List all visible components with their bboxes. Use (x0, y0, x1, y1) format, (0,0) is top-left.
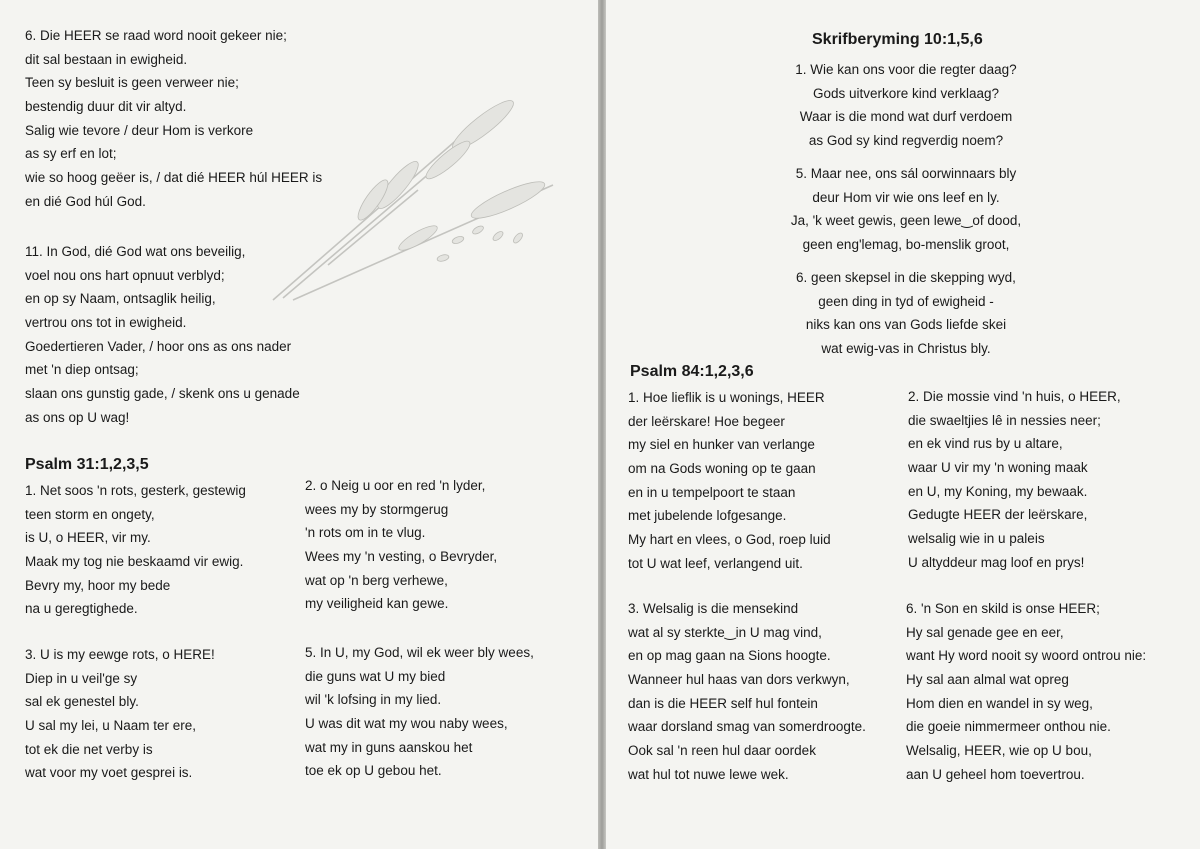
verse-line: 2. Die mossie vind 'n huis, o HEER, (908, 389, 1121, 404)
verse-line: Diep in u veil'ge sy (25, 670, 138, 686)
verse-line: 1. Hoe lieflik is u wonings, HEER (628, 390, 825, 405)
verse-line: waar dorsland smag van somerdroogte. (628, 719, 866, 735)
verse-line: waar U vir my 'n woning maak (908, 460, 1088, 476)
verse-line: der leërskare! Hoe begeer (628, 413, 785, 429)
skrifberyming-title: Skrifberyming 10:1,5,6 (812, 31, 983, 48)
verse-line: 3. Welsalig is die mensekind (628, 601, 799, 616)
verse-line: Ook sal 'n reen hul daar oordek (628, 743, 816, 759)
verse-line: en op sy Naam, ontsaglik heilig, (25, 291, 216, 307)
verse-line: Teen sy besluit is geen verweer nie; (25, 75, 239, 91)
verse-line: wat op 'n berg verhewe, (305, 572, 448, 588)
verse-line: Gods uitverkore kind verklaag? (812, 85, 1000, 101)
book-gutter (598, 0, 606, 849)
verse-line: Wanneer hul haas van dors verkwyn, (628, 672, 850, 688)
verse-line: as sy erf en lot; (25, 146, 117, 162)
verse-line: is U, o HEER, vir my. (25, 530, 151, 546)
verse-line: dan is die HEER self hul fontein (628, 695, 818, 711)
verse-line: Waar is die mond wat durf verdoem (799, 109, 1013, 125)
psalm31-verse-2 (305, 474, 497, 616)
verse-line: 6. Die HEER se raad word nooit gekeer nie; (25, 28, 287, 43)
verse-line: dit sal bestaan in ewigheid. (25, 51, 188, 67)
verse-line: voel nou ons hart opnuut verblyd; (25, 267, 225, 283)
verse-line: met jubelende lofgesange. (628, 508, 787, 524)
verse-line: wat al sy sterkte‿in U mag vind, (628, 624, 822, 640)
verse-line: geen ding in tyd of ewigheid - (818, 293, 994, 309)
verse-line: teen storm en ongety, (25, 506, 155, 522)
psalm31-verse-3 (25, 643, 215, 785)
verse-line: en in u tempelpoort te staan (628, 484, 796, 500)
psalm84-title: Psalm 84:1,2,3,6 (630, 363, 754, 380)
verse-line: wil 'k lofsing in my lied. (305, 692, 442, 708)
verse-line: Hy sal genade gee en eer, (906, 624, 1064, 640)
verse-line: tot ek die net verby is (25, 741, 153, 757)
psalm84-verse-2 (908, 385, 1121, 575)
verse-line: die guns wat U my bied (305, 668, 446, 684)
psalm31-title: Psalm 31:1,2,3,5 (25, 456, 149, 473)
verse-line: 3. U is my eewge rots, o HERE! (25, 647, 215, 662)
verse-line: Goedertieren Vader, / hoor ons as ons nader (25, 338, 292, 354)
verse-line: geen eng'lemag, bo-menslik groot, (802, 237, 1010, 253)
verse-line: Ja, 'k weet gewis, geen lewe‿of dood, (790, 213, 1022, 229)
verse-line: niks kan ons van Gods liefde skei (805, 317, 1007, 333)
verse-line: My hart en vlees, o God, roep luid (628, 532, 831, 548)
verse-line: wat my in guns aanskou het (305, 739, 473, 755)
verse-line: Hy sal aan almal wat opreg (906, 672, 1069, 688)
right-page (606, 0, 1200, 849)
psalm31-verse-1 (25, 479, 246, 621)
verse-line: deur Hom vir wie ons leef en ly. (812, 189, 1000, 205)
verse-line: wat hul tot nuwe lewe wek. (628, 766, 789, 782)
verse-line: U sal my lei, u Naam ter ere, (25, 718, 197, 734)
verse-line: na u geregtighede. (25, 601, 138, 617)
verse-line: 2. o Neig u oor en red 'n lyder, (305, 478, 486, 493)
verse-line: want Hy word nooit sy woord ontrou nie: (906, 648, 1147, 664)
verse-line: die goeie nimmermeer onthou nie. (906, 719, 1111, 735)
verse-line: Maak my tog nie beskaamd vir ewig. (25, 554, 244, 570)
verse-line: 5. In U, my God, wil ek weer bly wees, (305, 645, 534, 660)
verse-line: en dié God húl God. (25, 193, 146, 209)
verse-line: Hom dien en wandel in sy weg, (906, 695, 1093, 711)
verse-line: wat ewig-vas in Christus bly. (821, 341, 991, 357)
verse-line: Welsalig, HEER, wie op U bou, (906, 743, 1092, 759)
verse-line: aan U geheel hom toevertrou. (906, 766, 1085, 782)
verse-line: Bevry my, hoor my bede (25, 577, 171, 593)
skrifberyming-verse-5 (736, 162, 1076, 257)
verse-line: 'n rots om in te vlug. (305, 525, 426, 541)
verse-line: 6. geen skepsel in die skepping wyd, (796, 270, 1016, 285)
verse-line: slaan ons gunstig gade, / skenk ons u genade (25, 386, 300, 402)
verse-line: en ek vind rus by u altare, (908, 436, 1063, 452)
verse-line: en op mag gaan na Sions hoogte. (628, 648, 831, 664)
verse-line: U altyddeur mag loof en prys! (908, 554, 1085, 570)
verse-line: as ons op U wag! (25, 409, 130, 425)
verse-line: wat voor my voet gesprei is. (25, 765, 193, 781)
verse-line: sal ek genestel bly. (25, 694, 139, 710)
skrifberyming-verse-6 (736, 266, 1076, 361)
verse-line: Gedugte HEER der leërskare, (908, 507, 1088, 523)
verse-line: toe ek op U gebou het. (305, 763, 442, 779)
verse-line: tot U wat leef, verlangend uit. (628, 555, 803, 571)
verse-line: om na Gods woning op te gaan (628, 461, 816, 477)
verse-line: vertrou ons tot in ewigheid. (25, 315, 187, 331)
psalm84-verse-1 (628, 386, 831, 576)
psalm31-verse-5 (305, 641, 534, 783)
verse-line: my veiligheid kan gewe. (305, 596, 449, 612)
verse-line: my siel en hunker van verlange (628, 437, 815, 453)
psalm84-verse-3 (628, 597, 866, 787)
psalm-verse-6 (25, 24, 322, 214)
verse-line: met 'n diep ontsag; (25, 362, 139, 378)
verse-line: bestendig duur dit vir altyd. (25, 99, 187, 115)
verse-line: 1. Net soos 'n rots, gesterk, gestewig (25, 483, 246, 498)
verse-line: as God sy kind regverdig noem? (808, 133, 1004, 149)
left-page (0, 0, 598, 849)
verse-line: U was dit wat my wou naby wees, (305, 716, 508, 732)
verse-line: wees my by stormgerug (305, 501, 449, 517)
psalm84-verse-6 (906, 597, 1146, 787)
verse-line: 1. Wie kan ons voor die regter daag? (795, 62, 1017, 77)
verse-line: wie so hoog geëer is, / dat dié HEER húl HEER is (25, 170, 323, 186)
verse-line: 6. 'n Son en skild is onse HEER; (906, 601, 1100, 616)
verse-line: Salig wie tevore / deur Hom is verkore (25, 122, 254, 138)
verse-line: en U, my Koning, my bewaak. (908, 483, 1088, 499)
psalm-verse-11 (25, 240, 300, 430)
verse-line: 5. Maar nee, ons sál oorwinnaars bly (795, 166, 1017, 181)
verse-line: Wees my 'n vesting, o Bevryder, (305, 549, 498, 565)
verse-line: die swaeltjies lê in nessies neer; (908, 412, 1101, 428)
verse-line: welsalig wie in u paleis (908, 531, 1045, 547)
skrifberyming-verse-1 (736, 58, 1076, 153)
verse-line: 11. In God, dié God wat ons beveilig, (25, 244, 246, 259)
